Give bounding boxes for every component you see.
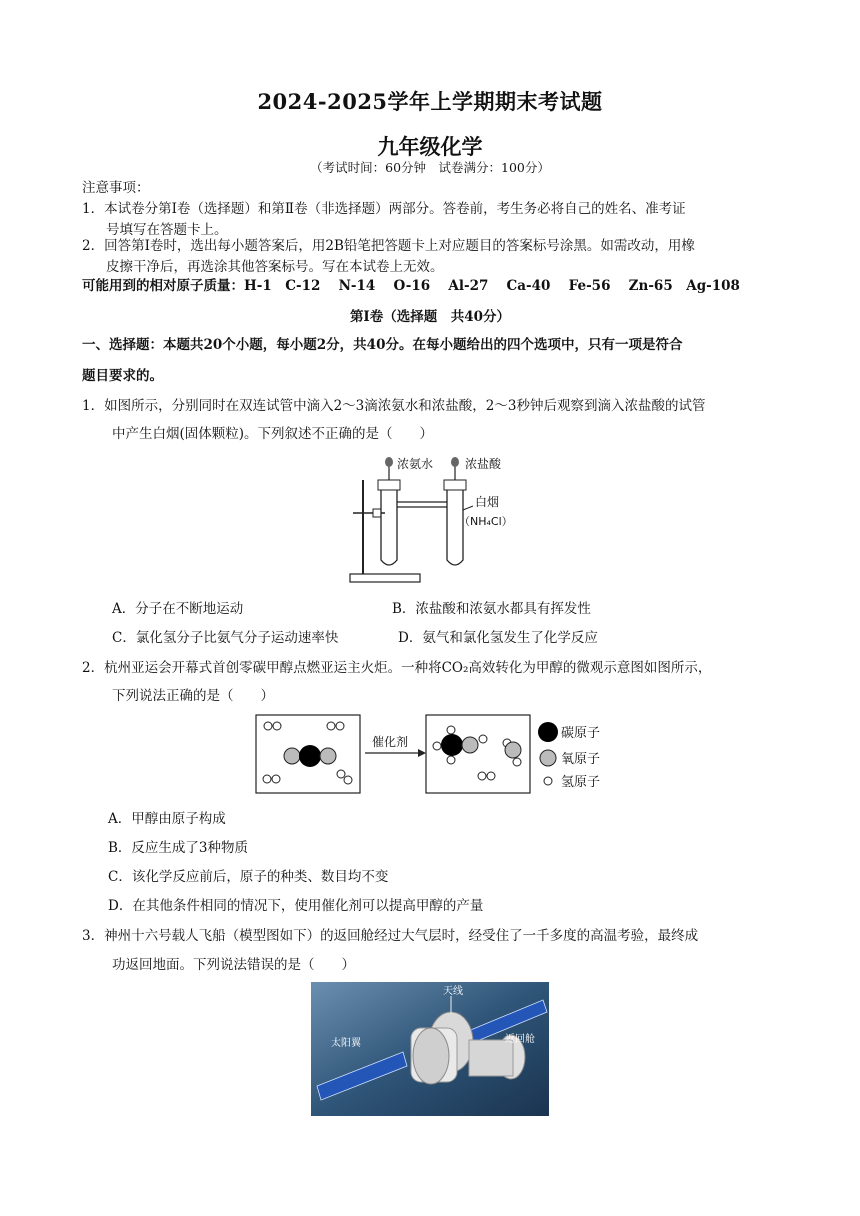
q2-stem-line-2: 下列说法正确的是（ ）: [112, 688, 274, 704]
capsule-connector: [469, 1040, 513, 1076]
exam-subject: 九年级化学: [377, 134, 483, 159]
note-1-line-2: 号填写在答题卡上。: [106, 222, 228, 238]
legend-carbon: [538, 722, 600, 742]
q1-option-d: D．氨气和氯化氢发生了化学反应: [398, 630, 598, 646]
stand-base: [350, 574, 420, 582]
q1-double-test-tube-figure: [345, 450, 525, 590]
q3-stem-line-1: 3．神州十六号载人飞船（模型图如下）的返回舱经过大气层时，经受住了一千多度的高温考验，最终成: [82, 928, 699, 944]
co2-molecule: [284, 745, 336, 767]
exam-info: （考试时间：60分钟 试卷满分：100分）: [310, 160, 550, 175]
q1-stem-line-1: 1．如图所示，分别同时在双连试管中滴入2～3滴浓氨水和浓盐酸，2～3秒钟后观察到滴入浓盐酸的试管: [82, 398, 706, 414]
section-title: 第Ⅰ卷（选择题 共40分）: [349, 309, 511, 325]
q1-option-b: B．浓盐酸和浓氨水都具有挥发性: [392, 601, 591, 617]
q2-option-d: D．在其他条件相同的情况下，使用催化剂可以提高甲醇的产量: [108, 898, 484, 914]
section-instruction-line-1: 一、选择题：本题共20个小题，每小题2分，共40分。在每小题给出的四个选项中，只有一项是符合: [82, 337, 683, 353]
clamp-head: [373, 509, 381, 517]
q1-stem-line-2: 中产生白烟(固体颗粒)。下列叙述不正确的是（ ）: [112, 426, 434, 442]
smoke-pointer: [463, 506, 473, 510]
q1-option-a: A．分子在不断地运动: [112, 601, 244, 617]
right-stopper: [444, 480, 466, 490]
catalyst-label: 催化剂: [372, 735, 409, 749]
q2-reaction-figure: [255, 712, 615, 796]
q2-option-a: A．甲醇由原子构成: [108, 811, 226, 827]
label-ammonia: 浓氨水: [397, 457, 434, 471]
q3-stem-line-2: 功返回地面。下列说法错误的是（ ）: [112, 957, 355, 973]
label-antenna: 天线: [443, 986, 463, 997]
q3-spacecraft-figure: [311, 982, 549, 1116]
left-dropper-bulb: [385, 457, 393, 467]
legend-hydrogen-swatch: [544, 777, 552, 785]
q2-stem-line-1: 2．杭州亚运会开幕式首创零碳甲醇点燃亚运主火炬。一种将CO₂高效转化为甲醇的微观示意图如图所示，: [82, 660, 712, 676]
legend-oxygen-swatch: [540, 750, 556, 766]
exam-title: 2024-2025学年上学期期末考试题: [257, 89, 603, 114]
label-solar-wing: 太阳翼: [331, 1038, 361, 1049]
note-2-line-1: 2．回答第Ⅰ卷时，选出每小题答案后，用2B铅笔把答题卡上对应题目的答案标号涂黑。如需改动，用橡: [82, 238, 695, 254]
reaction-arrow-head: [418, 749, 426, 757]
note-1-line-1: 1．本试卷分第Ⅰ卷（选择题）和第Ⅱ卷（非选择题）两部分。答卷前，考生务必将自己的姓名、准考证: [82, 201, 686, 217]
q2-option-c: C．该化学反应前后，原子的种类、数目均不变: [108, 869, 389, 885]
q1-option-c: C．氯化氢分子比氨气分子运动速率快: [112, 630, 339, 646]
note-2-line-2: 皮擦干净后，再选涂其他答案标号。写在本试卷上无效。: [106, 259, 444, 275]
section-instruction-line-2: 题目要求的。: [82, 368, 163, 384]
service-module: [413, 1028, 449, 1084]
legend-oxygen: [540, 750, 600, 767]
left-stopper: [378, 480, 400, 490]
label-hcl: 浓盐酸: [465, 457, 502, 471]
left-test-tube: [381, 488, 397, 565]
atomic-masses: 可能用到的相对原子质量：H-1 C-12 N-14 O-16 Al-27 Ca-40 Fe-56 Zn-65 Ag-108: [82, 278, 740, 294]
svg-text:氢原子: 氢原子: [561, 775, 601, 790]
label-nh4cl: （NH₄Cl）: [459, 515, 513, 528]
svg-text:碳原子: 碳原子: [561, 726, 601, 741]
notes-heading: 注意事项：: [82, 180, 150, 196]
right-dropper-bulb: [451, 457, 459, 467]
q2-option-b: B．反应生成了3种物质: [108, 840, 249, 856]
svg-text:氧原子: 氧原子: [561, 752, 601, 767]
legend-hydrogen: [544, 775, 600, 790]
legend-carbon-swatch: [538, 722, 558, 742]
label-capsule: 返回舱: [505, 1034, 535, 1045]
label-smoke: 白烟: [475, 495, 500, 509]
